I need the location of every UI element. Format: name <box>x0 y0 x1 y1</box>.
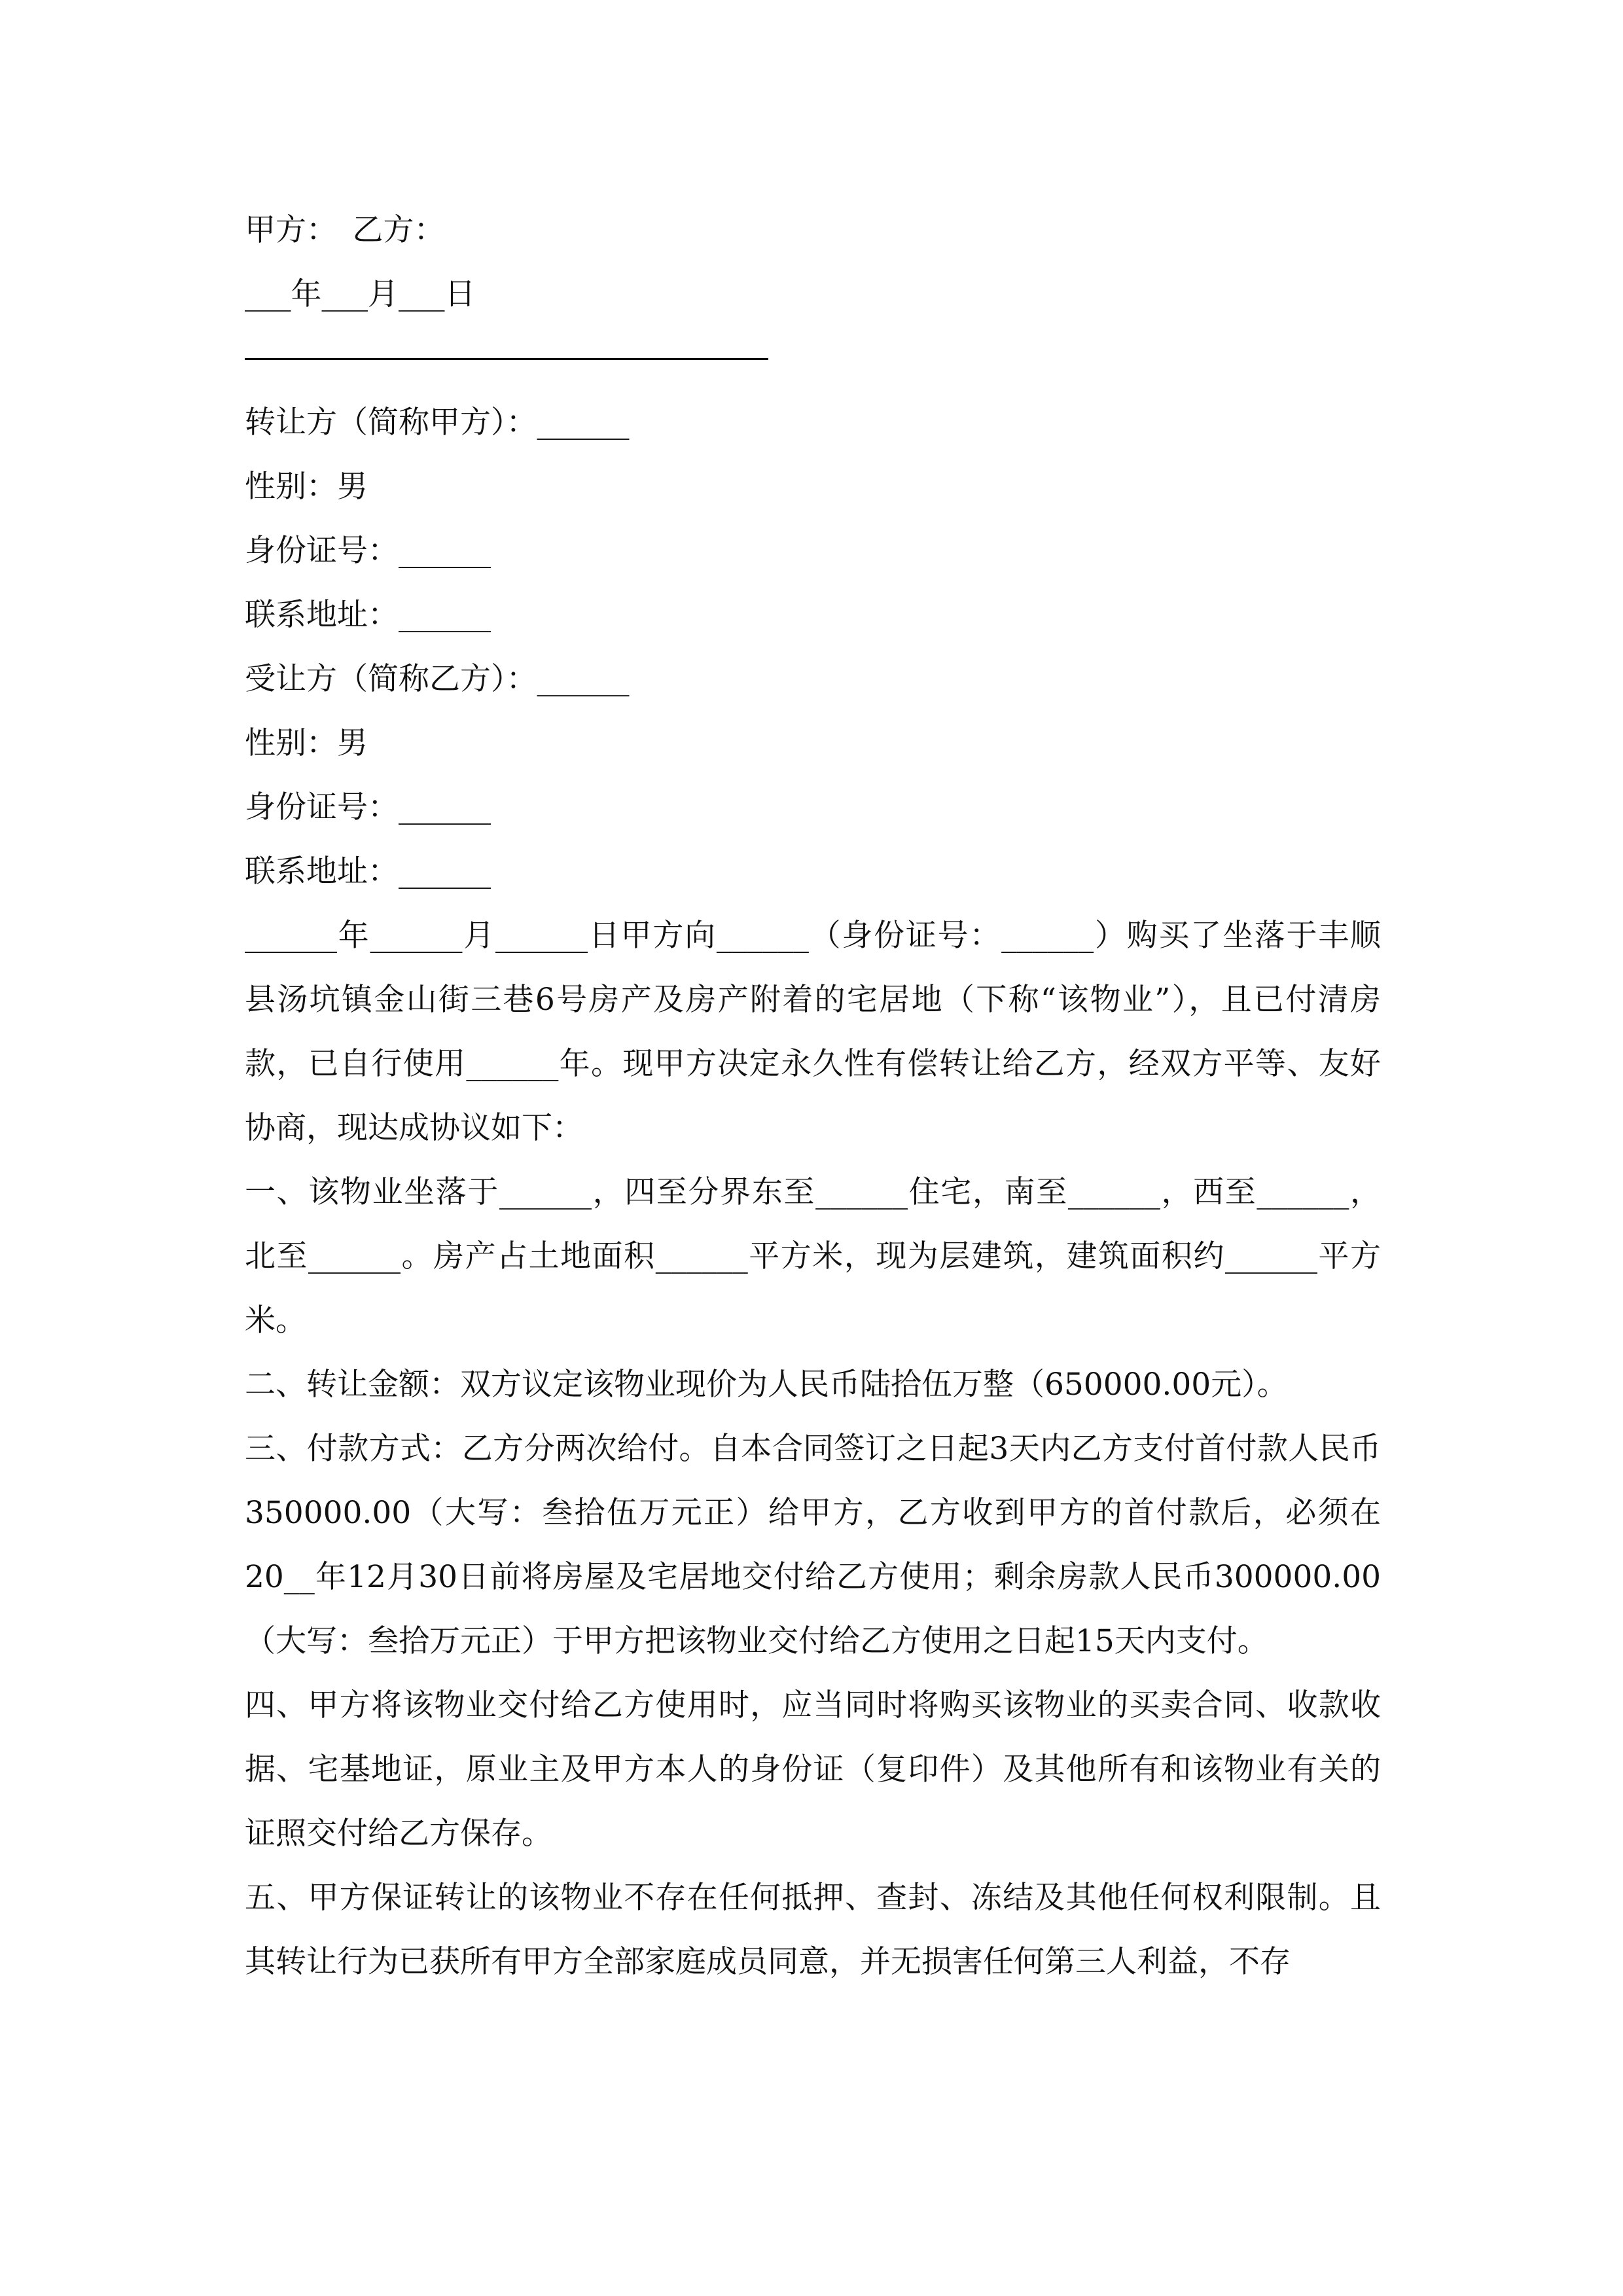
transferor-address: 联系地址：______ <box>245 597 491 633</box>
transferor-id: 身份证号：______ <box>245 533 491 569</box>
transferee-label: 受让方（简称乙方）：______ <box>245 661 630 697</box>
clause-1: 一、该物业坐落于______，四至分界东至______住宅，南至______，西至______，北至______。房产占土地面积______平方米，现为层建筑，建筑面积约______平方米。 <box>245 1174 1381 1338</box>
signature-line: 甲方： 乙方： <box>245 212 445 248</box>
separator-line <box>245 358 768 360</box>
transferee-id: 身份证号：______ <box>245 789 491 825</box>
clause-4: 四、甲方将该物业交付给乙方使用时，应当同时将购买该物业的买卖合同、收款收据、宅基地证，原业主及甲方本人的身份证（复印件）及其他所有和该物业有关的证照交付给乙方保存。 <box>245 1687 1381 1852</box>
document-body <box>245 198 1381 1994</box>
separator-rule <box>245 327 1381 391</box>
clause-3: 三、付款方式：乙方分两次给付。自本合同签订之日起3天内乙方支付首付款人民币350000.00（大写：叁拾伍万元正）给甲方，乙方收到甲方的首付款后，必须在20__年12月30日前将房屋及宅居地交付给乙方使用；剩余房款人民币300000.00（大写：叁拾万元正）于甲方把该物业交付给乙方使用之日起15天内支付。 <box>245 1431 1381 1659</box>
transferor-gender: 性别：男 <box>245 469 368 505</box>
clause-2: 二、转让金额：双方议定该物业现价为人民币陆拾伍万整（650000.00元）。 <box>245 1367 1288 1403</box>
transferee-address: 联系地址：______ <box>245 853 491 889</box>
intro-paragraph: ______年______月______日甲方向______（身份证号：______）购买了坐落于丰顺县汤坑镇金山街三巷6号房产及房产附着的宅居地（下称“该物业”），且已付清房款，已自行使用______年。现甲方决定永久性有偿转让给乙方，经双方平等、友好协商，现达成协议如下： <box>245 918 1381 1146</box>
date-line: ___年___月___日 <box>245 276 476 312</box>
transferor-label: 转让方（简称甲方）：______ <box>245 404 630 440</box>
clause-5: 五、甲方保证转让的该物业不存在任何抵押、查封、冻结及其他任何权利限制。且其转让行为已获所有甲方全部家庭成员同意，并无损害任何第三人利益，不存 <box>245 1880 1381 1980</box>
transferee-gender: 性别：男 <box>245 725 368 761</box>
